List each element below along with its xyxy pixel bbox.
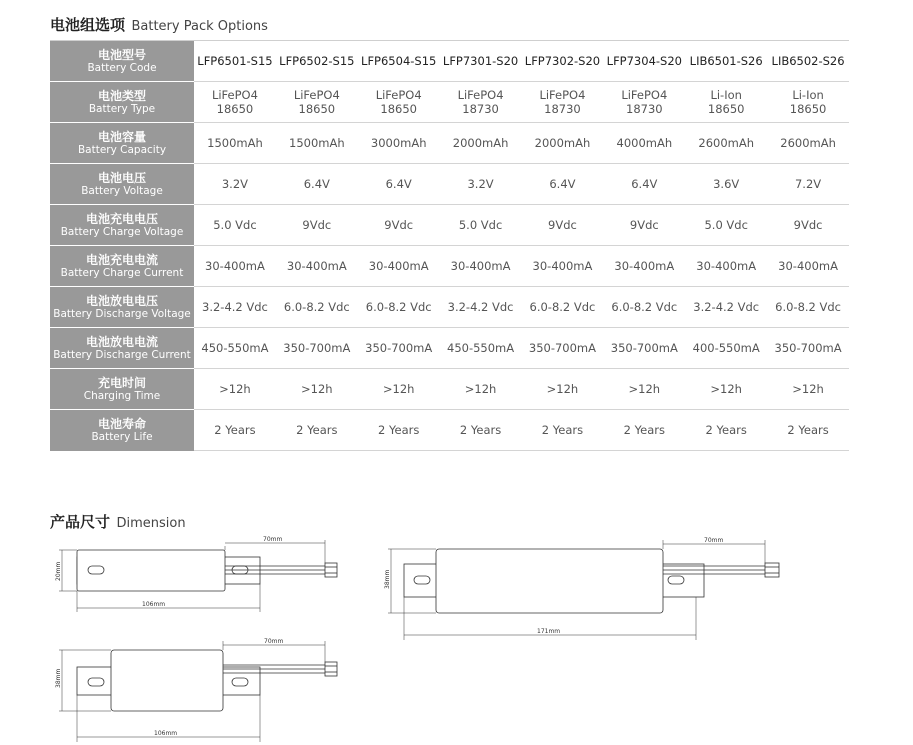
row-header-cn: 电池充电电压 (85, 211, 158, 226)
table-cell: 6.0-8.2 Vdc (358, 287, 440, 328)
table-cell: 6.4V (522, 164, 604, 205)
table-cell: LFP6502-S15 (276, 41, 358, 82)
cell-line-1: LiFePO4 (293, 88, 340, 102)
table-cell: 2000mAh (440, 123, 522, 164)
table-cell: 9Vdc (603, 205, 685, 246)
table-cell: 6.0-8.2 Vdc (522, 287, 604, 328)
table-cell: 9Vdc (358, 205, 440, 246)
row-header-en: Battery Discharge Voltage (53, 307, 191, 320)
table-cell: 7.2V (767, 164, 849, 205)
cell-line-2: 18650 (216, 102, 254, 116)
cell-line-1: LiFePO4 (621, 88, 668, 102)
table-cell: LIB6501-S26 (685, 41, 767, 82)
table-cell: 30-400mA (522, 246, 604, 287)
row-header-en: Battery Charge Voltage (60, 225, 184, 238)
table-cell: 30-400mA (440, 246, 522, 287)
table-cell: 2 Years (276, 410, 358, 451)
cell-line-2: 18650 (380, 102, 417, 116)
table-cell: 3.2V (440, 164, 522, 205)
table-cell: 9Vdc (767, 205, 849, 246)
table-cell: LFP6501-S15 (194, 41, 276, 82)
row-header-cn: 电池电压 (97, 170, 146, 185)
table-cell: 2 Years (194, 410, 276, 451)
table-cell: 30-400mA (603, 246, 685, 287)
table-cell: 30-400mA (767, 246, 849, 287)
table-cell: 6.0-8.2 Vdc (767, 287, 849, 328)
row-header-cn: 电池充电电流 (85, 252, 158, 267)
table-cell: 9Vdc (522, 205, 604, 246)
dimension-length-label: 171mm (537, 628, 561, 635)
table-cell: >12h (194, 369, 276, 410)
table-cell: 3.2V (194, 164, 276, 205)
cell-line-1: LiFePO4 (457, 88, 504, 102)
table-cell: 6.4V (603, 164, 685, 205)
table-cell: 350-700mA (603, 328, 685, 369)
table-cell: 350-700mA (276, 328, 358, 369)
table-cell: >12h (603, 369, 685, 410)
row-header-en: Battery Life (91, 430, 153, 443)
section-title-cn: 产品尺寸 (50, 513, 111, 531)
table-cell: 3.6V (685, 164, 767, 205)
table-cell: 2 Years (440, 410, 522, 451)
cell-line-1: LiFePO4 (211, 88, 258, 102)
dimension-drawing-medium (59, 641, 337, 742)
section-title-en: Dimension (116, 516, 186, 531)
table-cell: 9Vdc (276, 205, 358, 246)
table-cell: >12h (685, 369, 767, 410)
table-cell: 30-400mA (358, 246, 440, 287)
table-cell: 2 Years (603, 410, 685, 451)
table-cell: 2000mAh (522, 123, 604, 164)
dimension-height-label: 38mm (384, 569, 391, 589)
cell-line-1: LiFePO4 (375, 88, 422, 102)
table-cell: 2 Years (767, 410, 849, 451)
table-cell: >12h (440, 369, 522, 410)
row-header-cn: 电池放电电压 (85, 293, 158, 308)
cell-line-2: 18650 (707, 102, 745, 116)
table-cell: 5.0 Vdc (194, 205, 276, 246)
row-header-cn: 充电时间 (97, 375, 146, 390)
table-cell: 6.0-8.2 Vdc (603, 287, 685, 328)
table-cell: LFP7302-S20 (522, 41, 604, 82)
table-cell: 350-700mA (767, 328, 849, 369)
row-header-en: Battery Voltage (81, 184, 163, 197)
table-cell: 5.0 Vdc (440, 205, 522, 246)
table-cell: 350-700mA (358, 328, 440, 369)
table-cell: 350-700mA (522, 328, 604, 369)
table-cell: 6.4V (358, 164, 440, 205)
row-header-cn: 电池寿命 (97, 416, 146, 431)
row-header-en: Battery Code (87, 61, 157, 74)
row-header-en: Battery Capacity (77, 143, 167, 156)
table-cell: LIB6502-S26 (767, 41, 849, 82)
cell-line-2: 18730 (626, 102, 663, 116)
dimension-lead-label: 70mm (704, 537, 724, 544)
table-cell: LFP7304-S20 (603, 41, 685, 82)
cell-line-2: 18730 (462, 102, 499, 116)
table-cell: LFP7301-S20 (440, 41, 522, 82)
table-cell: 3.2-4.2 Vdc (685, 287, 767, 328)
table-cell: 30-400mA (276, 246, 358, 287)
dimension-lead-label: 70mm (263, 536, 283, 543)
table-cell: 3000mAh (358, 123, 440, 164)
table-cell: LFP6504-S15 (358, 41, 440, 82)
table-cell: 2 Years (685, 410, 767, 451)
section-title-cn: 电池组选项 (50, 16, 126, 34)
section-title-en: Battery Pack Options (131, 19, 268, 34)
table-cell: 2600mAh (685, 123, 767, 164)
row-header-en: Battery Type (88, 102, 156, 115)
row-header-en: Battery Charge Current (60, 266, 184, 279)
row-header-en: Battery Discharge Current (53, 348, 191, 361)
table-cell: 30-400mA (194, 246, 276, 287)
cell-line-2: 18650 (298, 102, 336, 116)
table-cell: 6.4V (276, 164, 358, 205)
table-cell: 1500mAh (194, 123, 276, 164)
table-cell: 400-550mA (685, 328, 767, 369)
row-header-en: Charging Time (83, 389, 161, 402)
table-cell: 3.2-4.2 Vdc (440, 287, 522, 328)
table-cell: 2600mAh (767, 123, 849, 164)
dimension-length-label: 106mm (154, 730, 178, 737)
dimension-drawing-small (59, 540, 337, 612)
cell-line-2: 18650 (789, 102, 827, 116)
cell-line-2: 18730 (544, 102, 581, 116)
dimension-drawing-large (388, 540, 779, 640)
table-cell: 1500mAh (276, 123, 358, 164)
dimension-length-label: 106mm (142, 601, 166, 608)
table-cell: 4000mAh (603, 123, 685, 164)
table-cell: 2 Years (358, 410, 440, 451)
row-header-cn: 电池型号 (97, 47, 146, 62)
table-cell: 450-550mA (440, 328, 522, 369)
table-cell: >12h (358, 369, 440, 410)
table-cell: 2 Years (522, 410, 604, 451)
dimension-lead-label: 70mm (264, 638, 284, 645)
row-header-cn: 电池容量 (97, 129, 146, 144)
table-cell: 6.0-8.2 Vdc (276, 287, 358, 328)
row-header-cn: 电池放电电流 (85, 334, 158, 349)
table-cell: 450-550mA (194, 328, 276, 369)
cell-line-1: Li-Ion (710, 88, 742, 102)
table-cell: >12h (767, 369, 849, 410)
row-header-cn: 电池类型 (97, 88, 146, 103)
table-cell: >12h (276, 369, 358, 410)
dimension-height-label: 20mm (55, 561, 62, 581)
table-cell: >12h (522, 369, 604, 410)
dimension-height-label: 38mm (55, 668, 62, 688)
cell-line-1: LiFePO4 (539, 88, 586, 102)
table-cell: 30-400mA (685, 246, 767, 287)
table-cell: 3.2-4.2 Vdc (194, 287, 276, 328)
cell-line-1: Li-Ion (792, 88, 824, 102)
table-cell: 5.0 Vdc (685, 205, 767, 246)
